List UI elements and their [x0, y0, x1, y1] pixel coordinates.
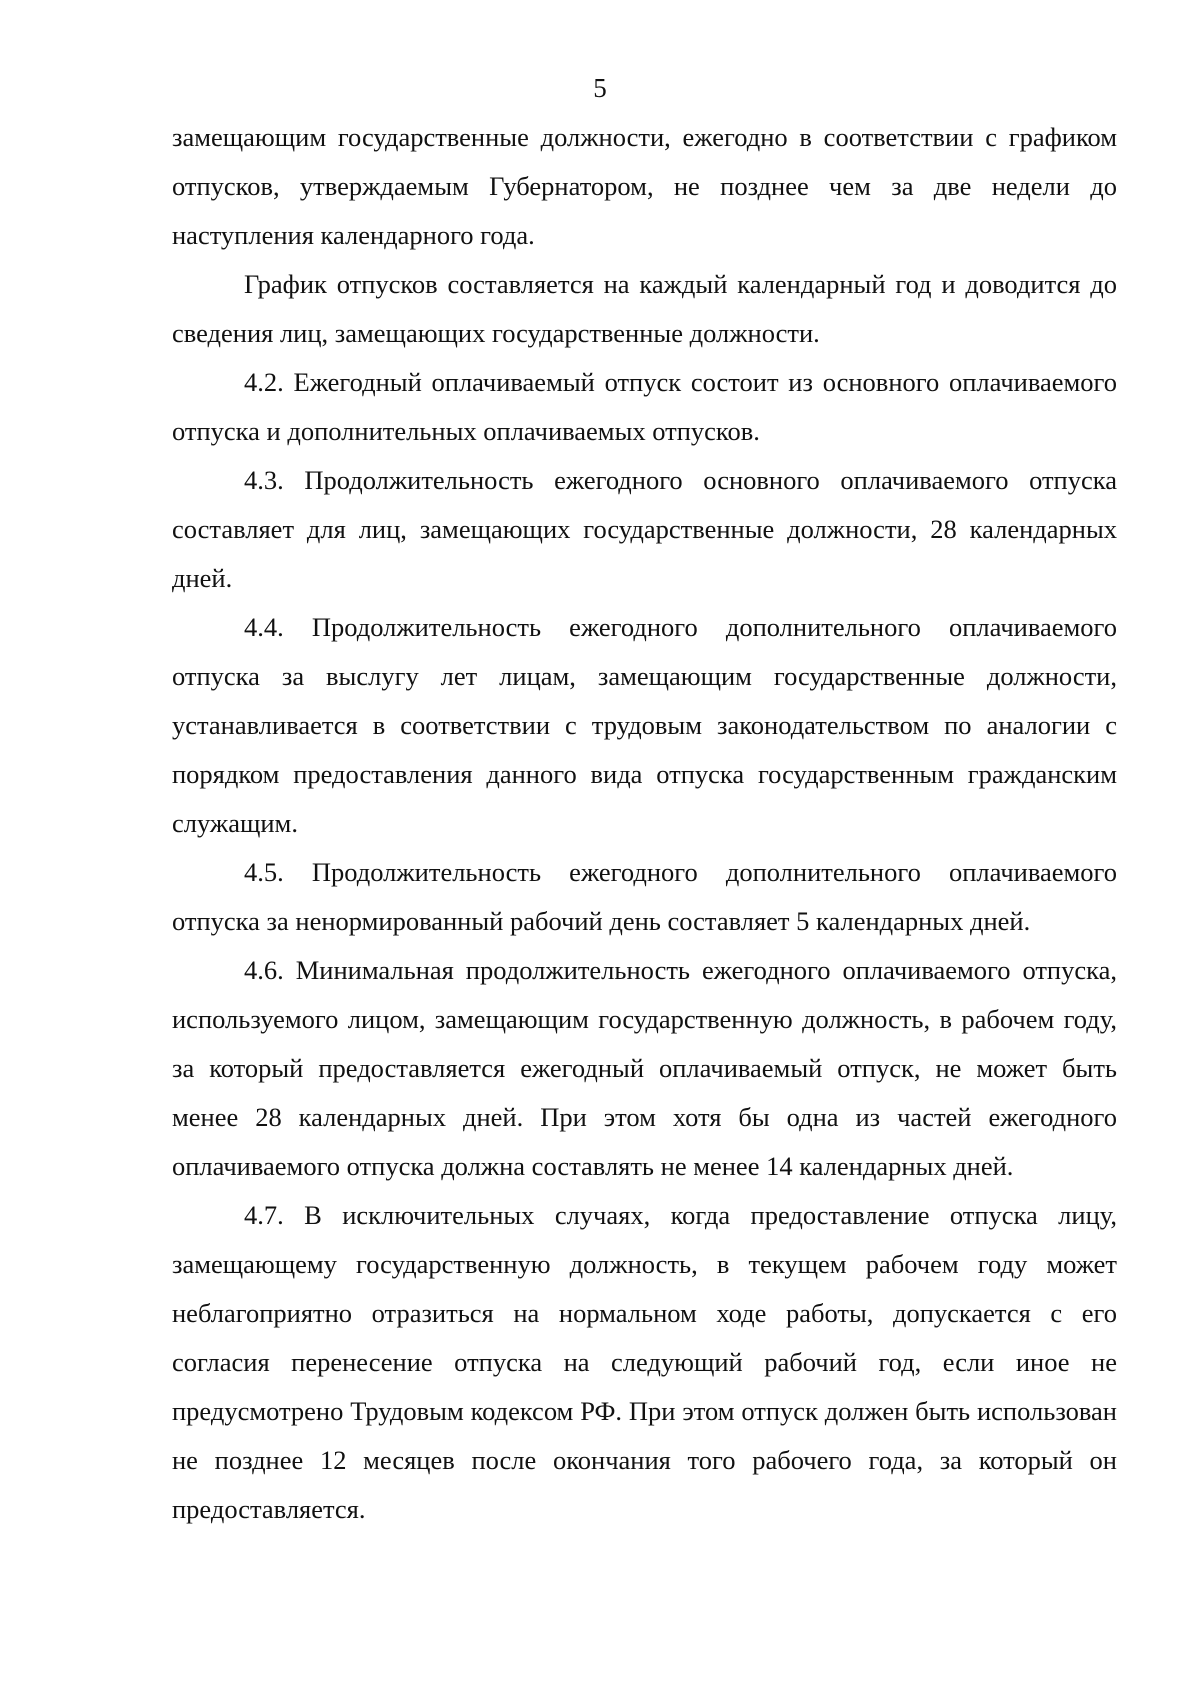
document-body	[172, 113, 1117, 1534]
paragraph-4-2: 4.2. Ежегодный оплачиваемый отпуск состоит из основного оплачиваемого отпуска и дополнительных оплачиваемых отпусков.	[172, 367, 1117, 446]
paragraph-continuation: замещающим государственные должности, ежегодно в соответствии с графиком отпусков, утверждаемым Губернатором, не позднее чем за две недели до наступления календарного года.	[172, 122, 1117, 250]
paragraph-4-5: 4.5. Продолжительность ежегодного дополнительного оплачиваемого отпуска за ненормированный рабочий день составляет 5 календарных дней.	[172, 857, 1117, 936]
paragraph-4-6: 4.6. Минимальная продолжительность ежегодного оплачиваемого отпуска, используемого лицом, замещающим государственную должность, в рабочем году, за который предоставляется ежегодный оплачиваемый отпуск, не может быть менее 28 календарных дней. При этом хотя бы одна из частей ежегодного оплачиваемого отпуска должна составлять не менее 14 календарных дней.	[172, 955, 1117, 1181]
paragraph-vacation-schedule: График отпусков составляется на каждый календарный год и доводится до сведения лиц, замещающих государственные должности.	[172, 269, 1117, 348]
paragraph-4-3: 4.3. Продолжительность ежегодного основного оплачиваемого отпуска составляет для лиц, замещающих государственные должности, 28 календарных дней.	[172, 465, 1117, 593]
paragraph-4-4: 4.4. Продолжительность ежегодного дополнительного оплачиваемого отпуска за выслугу лет лицам, замещающим государственные должности, устанавливается в соответствии с трудовым законодательством по аналогии с порядком предоставления данного вида отпуска государственным гражданским служащим.	[172, 612, 1117, 838]
paragraph-4-7: 4.7. В исключительных случаях, когда предоставление отпуска лицу, замещающему государственную должность, в текущем рабочем году может неблагоприятно отразиться на нормальном ходе работы, допускается с его согласия перенесение отпуска на следующий рабочий год, если иное не предусмотрено Трудовым кодексом РФ. При этом отпуск должен быть использован не позднее 12 месяцев после окончания того рабочего года, за который он предоставляется.	[172, 1200, 1117, 1524]
page-number: 5	[593, 73, 607, 103]
